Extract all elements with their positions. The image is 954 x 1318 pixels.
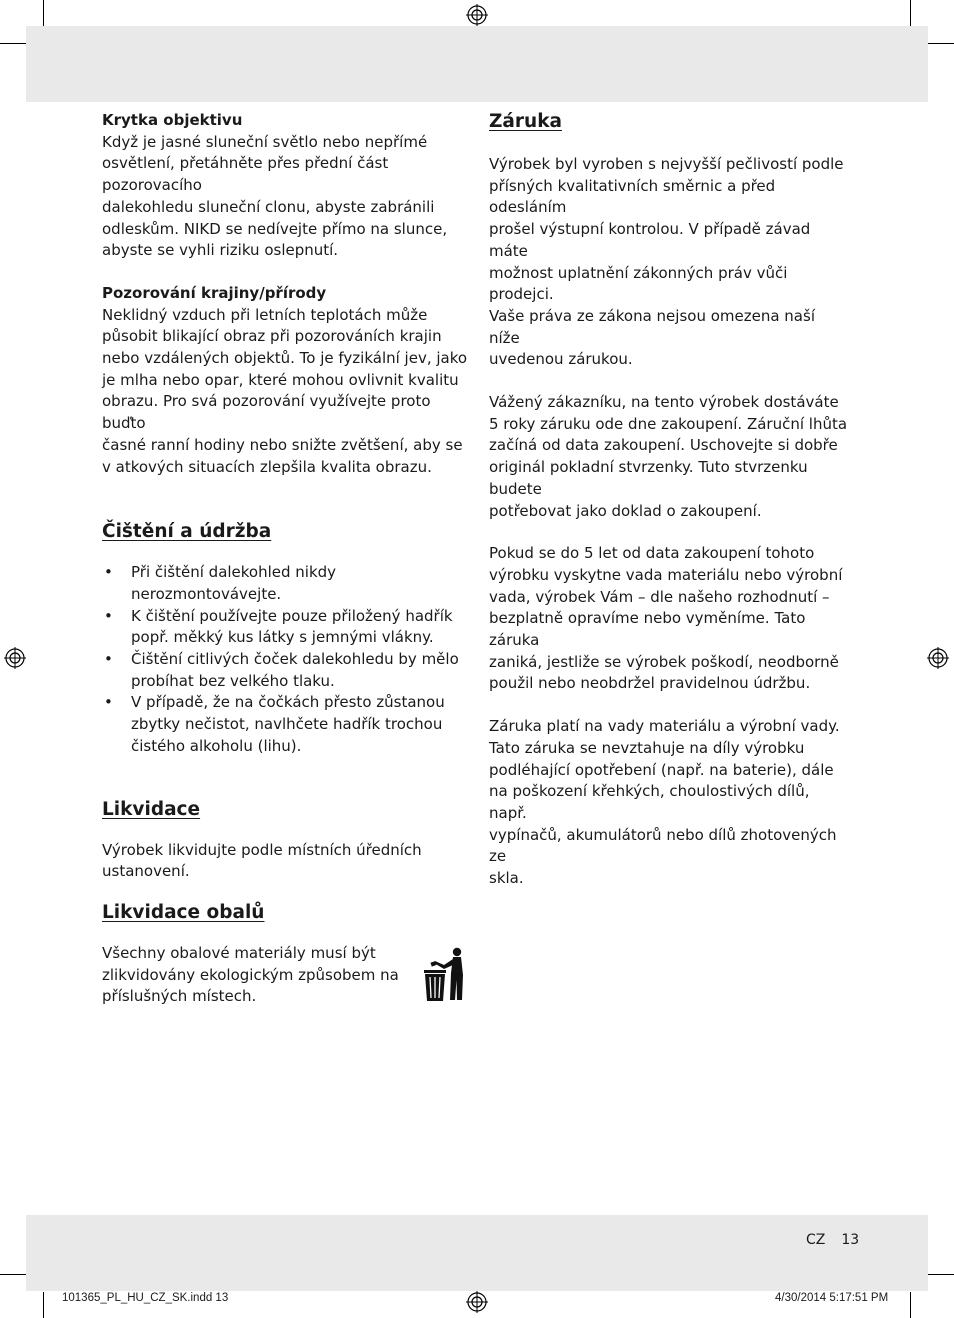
landscape-text: Neklidný vzduch při letních teplotách může působit blikající obraz při pozorováních krajin nebo vzdálených objektů. To je fyzikální jev, jako je mlha nebo opar, které mohou ovlivnit kvalitu obrazu. Pro svá pozorování využívejte proto buďto časné ranní hodiny nebo snižte zvětšení, aby se v atkových situacích zlepšila kvalita obrazu. xyxy=(102,305,468,476)
right-column xyxy=(489,110,849,890)
crop-mark xyxy=(0,43,26,44)
list-item: • Při čištění dalekohled nikdy nerozmontovávejte. xyxy=(102,562,472,605)
left-column xyxy=(102,110,472,1008)
warranty-heading: Záruka xyxy=(489,111,562,132)
landscape-title: Pozorování krajiny/přírody xyxy=(102,283,327,302)
warranty-paragraph: Záruka platí na vady materiálu a výrobní vady. Tato záruka se nevztahuje na díly výrobku podléhající opotřebení (např. na baterie), dále na poškození křehkých, choulostivých dílů, např. vypínačů, akumulátorů nebo dílů zhotovených ze skla. xyxy=(489,717,840,888)
header-band xyxy=(26,26,928,102)
registration-mark-icon xyxy=(466,4,488,26)
recycle-bin-icon xyxy=(422,945,468,1003)
packaging-row xyxy=(102,943,472,1008)
warranty-paragraph: Vážený zákazníku, na tento výrobek dostáváte 5 roky záruku ode dne zakoupení. Záruční lhůta začíná od data zakoupení. Uschovejte si dobře originál pokladní stvrzenky. Tuto stvrzenku budete potřebovat jako doklad o zakoupení. xyxy=(489,393,848,520)
disposal-text: Výrobek likvidujte podle místních úředních ustanovení. xyxy=(102,840,422,881)
cleaning-heading: Čištění a údržba xyxy=(102,521,272,543)
list-item: • Čištění citlivých čoček dalekohledu by mělo probíhat bez velkého tlaku. xyxy=(102,649,472,692)
cleaning-list xyxy=(102,562,472,757)
page-number-value: 13 xyxy=(841,1232,860,1248)
lens-cap-title: Krytka objektivu xyxy=(102,111,243,129)
page-number xyxy=(806,1232,875,1248)
footer-band xyxy=(26,1215,928,1291)
lens-cap-text: Když je jasné sluneční světlo nebo nepřímé osvětlení, přetáhněte přes přední část pozorovacího dalekohledu sluneční clonu, abyste zabránili odleskům. NIKD se nedívejte přímo na slunce, abyste se vyhli riziku oslepnutí. xyxy=(102,132,448,260)
crop-mark xyxy=(928,43,954,44)
registration-mark-icon xyxy=(4,647,26,669)
list-item: • V případě, že na čočkách přesto zůstanou zbytky nečistot, navlhčete hadřík trochou čistého alkoholu (lihu). xyxy=(102,692,472,757)
warranty-paragraph: Pokud se do 5 let od data zakoupení tohoto výrobku vyskytne vada materiálu nebo výrobní vada, výrobek Vám – dle našeho rozhodnutí – bezplatně opravíme nebo vyměníme. Tato záruka zaniká, jestliže se výrobek poškodí, neodborně použil nebo neobdržel pravidelnou údržbu. xyxy=(489,544,843,693)
crop-mark xyxy=(43,1292,44,1318)
warranty-paragraph: Výrobek byl vyroben s nejvyšší pečlivostí podle přísných kvalitativních směrnic a před odesláním prošel výstupní kontrolou. V případě závad máte možnost uplatnění zákonných práv vůči prodejci. Vaše práva ze zákona nejsou omezena naší níže uvedenou zárukou. xyxy=(489,155,844,369)
list-item: • K čištění používejte pouze přiložený hadřík popř. měkký kus látky s jemnými vlákny. xyxy=(102,606,472,649)
crop-mark xyxy=(43,0,44,26)
disposal-heading: Likvidace xyxy=(102,798,201,820)
file-slug: 101365_PL_HU_CZ_SK.indd 13 xyxy=(62,1292,229,1304)
registration-mark-icon xyxy=(466,1291,488,1313)
language-code: CZ xyxy=(806,1232,826,1248)
registration-mark-icon xyxy=(927,647,949,669)
crop-mark xyxy=(910,1292,911,1318)
print-timestamp: 4/30/2014 5:17:51 PM xyxy=(775,1292,889,1304)
packaging-text: Všechny obalové materiály musí být zlikvidovány ekologickým způsobem na příslušných místech. xyxy=(102,943,399,1006)
crop-mark xyxy=(910,0,911,26)
crop-mark xyxy=(0,1274,26,1275)
packaging-heading: Likvidace obalů xyxy=(102,901,265,923)
crop-mark xyxy=(928,1274,954,1275)
